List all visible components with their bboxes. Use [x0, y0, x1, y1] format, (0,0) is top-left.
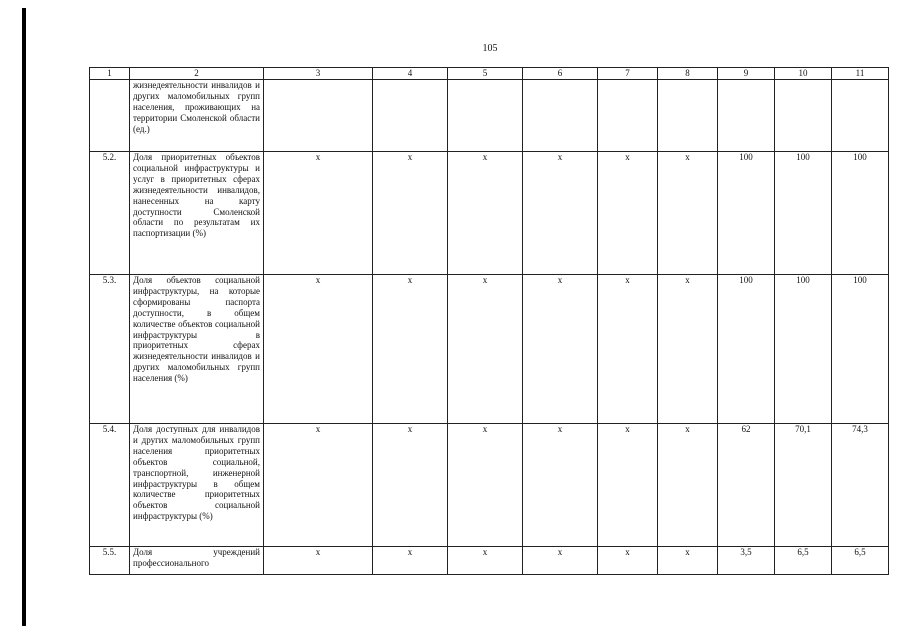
indicator-description: Доля учреждений профессионального: [130, 547, 264, 575]
cell-value: 100: [718, 275, 775, 424]
cell-value: [658, 80, 718, 152]
page-number: 105: [482, 43, 498, 54]
indicator-description: Доля объектов социальной инфраструктуры, на которые сформированы паспорта доступности, в общем количестве объектов социальной инфраструктуры в приоритетных сферах жизнедеятельности инвалидов и других маломобильных групп населения (%): [130, 275, 264, 424]
indicator-description: жизнедеятельности инвалидов и других маломобильных групп населения, проживающих на территории Смоленской области (ед.): [130, 80, 264, 152]
cell-value: x: [373, 547, 448, 575]
column-header: 1: [90, 68, 130, 80]
cell-value: x: [523, 547, 598, 575]
header-row: [90, 68, 889, 80]
cell-value: 62: [718, 424, 775, 547]
column-header: 9: [718, 68, 775, 80]
row-number: 5.2.: [90, 152, 130, 275]
cell-value: 74,3: [832, 424, 889, 547]
cell-value: x: [448, 275, 523, 424]
cell-value: 100: [718, 152, 775, 275]
row-number: [90, 80, 130, 152]
cell-value: x: [523, 152, 598, 275]
table-row: [90, 152, 889, 275]
cell-value: [598, 80, 658, 152]
column-header: 7: [598, 68, 658, 80]
cell-value: 70,1: [775, 424, 832, 547]
column-header: 6: [523, 68, 598, 80]
cell-value: x: [448, 424, 523, 547]
column-header: 10: [775, 68, 832, 80]
cell-value: x: [598, 275, 658, 424]
cell-value: x: [373, 424, 448, 547]
table-row: [90, 275, 889, 424]
cell-value: x: [598, 547, 658, 575]
cell-value: x: [658, 275, 718, 424]
table-row: [90, 80, 889, 152]
cell-value: x: [658, 152, 718, 275]
cell-value: x: [264, 152, 373, 275]
cell-value: x: [523, 275, 598, 424]
cell-value: x: [598, 152, 658, 275]
row-number: 5.4.: [90, 424, 130, 547]
cell-value: x: [598, 424, 658, 547]
cell-value: x: [658, 424, 718, 547]
cell-value: [373, 80, 448, 152]
cell-value: [448, 80, 523, 152]
cell-value: x: [264, 547, 373, 575]
table-row: [90, 424, 889, 547]
cell-value: x: [448, 152, 523, 275]
cell-value: [775, 80, 832, 152]
cell-value: x: [658, 547, 718, 575]
cell-value: [718, 80, 775, 152]
cell-value: 6,5: [832, 547, 889, 575]
indicators-table: [89, 67, 889, 575]
indicator-description: Доля доступных для инвалидов и других маломобильных групп населения приоритетных объектов социальной, транспортной, инженерной инфраструктуры в общем количестве приоритетных объектов социальной инфраструктуры (%): [130, 424, 264, 547]
cell-value: x: [448, 547, 523, 575]
column-header: 5: [448, 68, 523, 80]
cell-value: [832, 80, 889, 152]
cell-value: x: [373, 152, 448, 275]
cell-value: 100: [775, 152, 832, 275]
column-header: 2: [130, 68, 264, 80]
cell-value: 6,5: [775, 547, 832, 575]
cell-value: x: [264, 424, 373, 547]
cell-value: 100: [832, 152, 889, 275]
cell-value: x: [523, 424, 598, 547]
table-row: [90, 547, 889, 575]
column-header: 4: [373, 68, 448, 80]
cell-value: 3,5: [718, 547, 775, 575]
column-header: 3: [264, 68, 373, 80]
cell-value: [523, 80, 598, 152]
cell-value: x: [264, 275, 373, 424]
cell-value: [264, 80, 373, 152]
cell-value: 100: [832, 275, 889, 424]
row-number: 5.3.: [90, 275, 130, 424]
column-header: 8: [658, 68, 718, 80]
column-header: 11: [832, 68, 889, 80]
scan-edge-bar: [22, 8, 26, 626]
cell-value: x: [373, 275, 448, 424]
row-number: 5.5.: [90, 547, 130, 575]
indicator-description: Доля приоритетных объектов социальной инфраструктуры и услуг в приоритетных сферах жизнедеятельности инвалидов, нанесенных на карту доступности Смоленской области по результатам их паспортизации (%): [130, 152, 264, 275]
cell-value: 100: [775, 275, 832, 424]
